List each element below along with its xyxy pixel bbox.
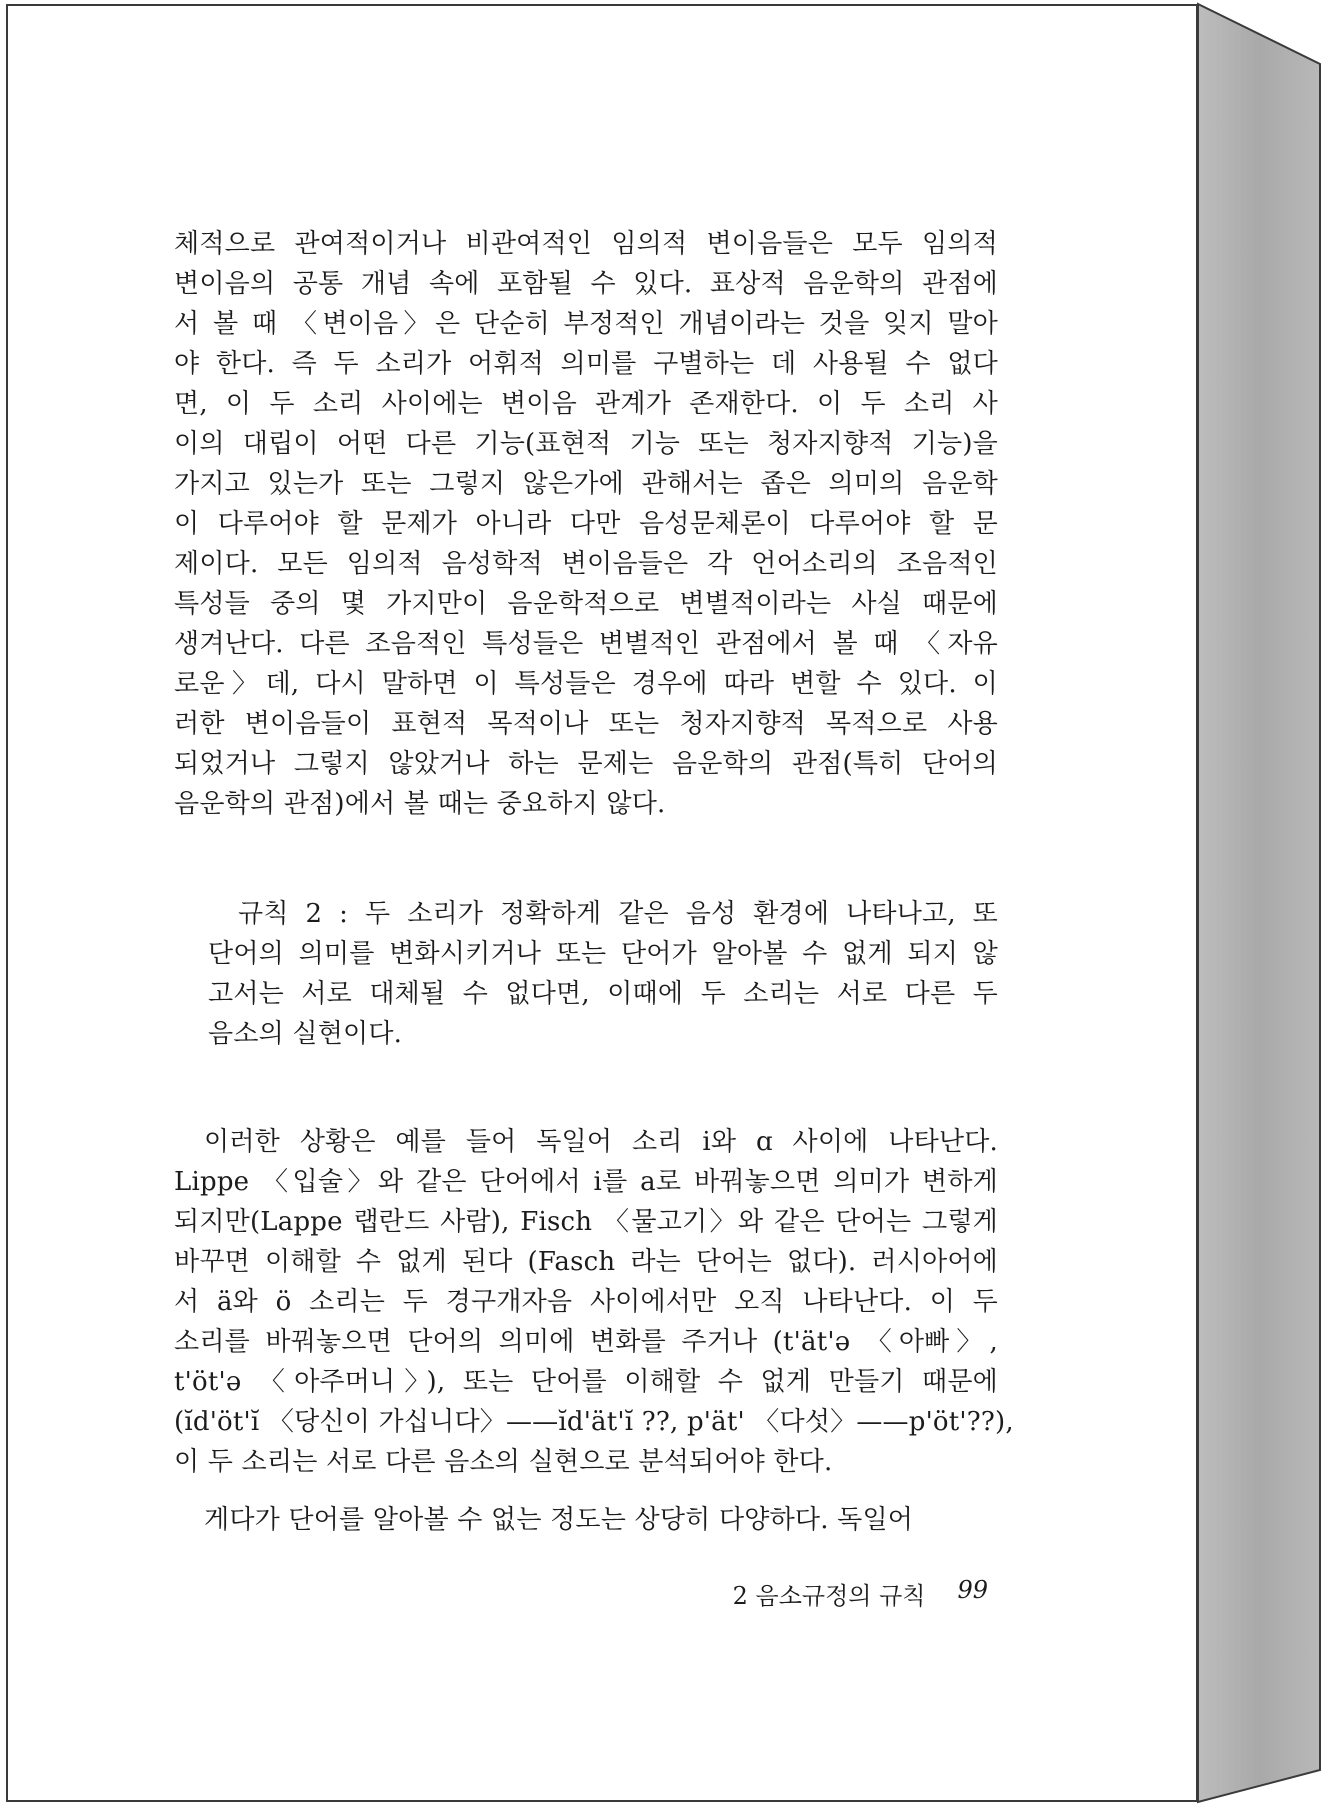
text-line: Lippe 〈입술〉와 같은 단어에서 i를 a로 바꿔놓으면 의미가 변하게 [174,1167,998,1197]
rule-2-block [208,894,998,1054]
text-line: 음소의 실현이다. [208,1019,403,1049]
text-line: 변이음의 공통 개념 속에 포함될 수 있다. 표상적 음운학의 관점에 [174,269,998,299]
page-footer [698,1576,988,1611]
text-line: 단어의 의미를 변화시키거나 또는 단어가 알아볼 수 없게 되지 않 [208,939,998,969]
paragraph-3 [174,1500,998,1540]
text-line: 규칙 2 : 두 소리가 정확하게 같은 음성 환경에 나타나고, 또 [238,899,998,929]
paragraph-2 [174,1122,1014,1482]
text-line: 되었거나 그렇지 않았거나 하는 문제는 음운학의 관점(특히 단어의 [174,749,998,779]
text-line: 특성들 중의 몇 가지만이 음운학적으로 변별적이라는 사실 때문에 [174,589,998,619]
footer-section-title: 2 음소규정의 규칙 [732,1582,926,1610]
text-line: t'öt'ə 〈아주머니〉), 또는 단어를 이해할 수 없게 만들기 때문에 [174,1367,998,1397]
text-line: 이 두 소리는 서로 다른 음소의 실현으로 분석되어야 한다. [174,1447,833,1477]
text-line: (ĭd'öt'ĭ 〈당신이 가십니다〉——ĭd'ät'ĭ ??, p'ät' 〈다섯〉——p'öt'??), [174,1407,1014,1437]
text-line: 야 한다. 즉 두 소리가 어휘적 의미를 구별하는 데 사용될 수 없다 [174,349,998,379]
text-line: 고서는 서로 대체될 수 없다면, 이때에 두 소리는 서로 다른 두 [208,979,998,1009]
text-line: 생겨난다. 다른 조음적인 특성들은 변별적인 관점에서 볼 때 〈자유 [174,629,998,659]
text-line: 게다가 단어를 알아볼 수 없는 정도는 상당히 다양하다. 독일어 [204,1505,914,1535]
text-line: 음운학의 관점)에서 볼 때는 중요하지 않다. [174,789,666,819]
text-line: 체적으로 관여적이거나 비관여적인 임의적 변이음들은 모두 임의적 [174,229,998,259]
text-line: 소리를 바꿔놓으면 단어의 의미에 변화를 주거나 (t'ät'ə 〈아빠〉, [174,1327,998,1357]
text-line: 이의 대립이 어떤 다른 기능(표현적 기능 또는 청자지향적 기능)을 [174,429,998,459]
book-page [6,4,1198,1802]
text-line: 서 볼 때 〈변이음〉은 단순히 부정적인 개념이라는 것을 잊지 말아 [174,309,998,339]
paragraph-1 [174,224,998,824]
text-line: 이러한 상황은 예를 들어 독일어 소리 i와 ɑ 사이에 나타난다. [204,1127,998,1157]
page-number: 99 [957,1576,988,1604]
text-line: 로운〉데, 다시 말하면 이 특성들은 경우에 따라 변할 수 있다. 이 [174,669,998,699]
text-line: 가지고 있는가 또는 그렇지 않은가에 관해서는 좁은 의미의 음운학 [174,469,998,499]
book-side-edge [1198,4,1320,1802]
text-line: 되지만(Lappe 랩란드 사람), Fisch 〈물고기〉와 같은 단어는 그렇게 [174,1207,998,1237]
text-line: 제이다. 모든 임의적 음성학적 변이음들은 각 언어소리의 조음적인 [174,549,998,579]
text-line: 러한 변이음들이 표현적 목적이나 또는 청자지향적 목적으로 사용 [174,709,998,739]
text-line: 면, 이 두 소리 사이에는 변이음 관계가 존재한다. 이 두 소리 사 [174,389,998,419]
text-line: 이 다루어야 할 문제가 아니라 다만 음성문체론이 다루어야 할 문 [174,509,998,539]
text-line: 바꾸면 이해할 수 없게 된다 (Fasch 라는 단어는 없다). 러시아어에 [174,1247,998,1277]
text-line: 서 ä와 ö 소리는 두 경구개자음 사이에서만 오직 나타난다. 이 두 [174,1287,998,1317]
